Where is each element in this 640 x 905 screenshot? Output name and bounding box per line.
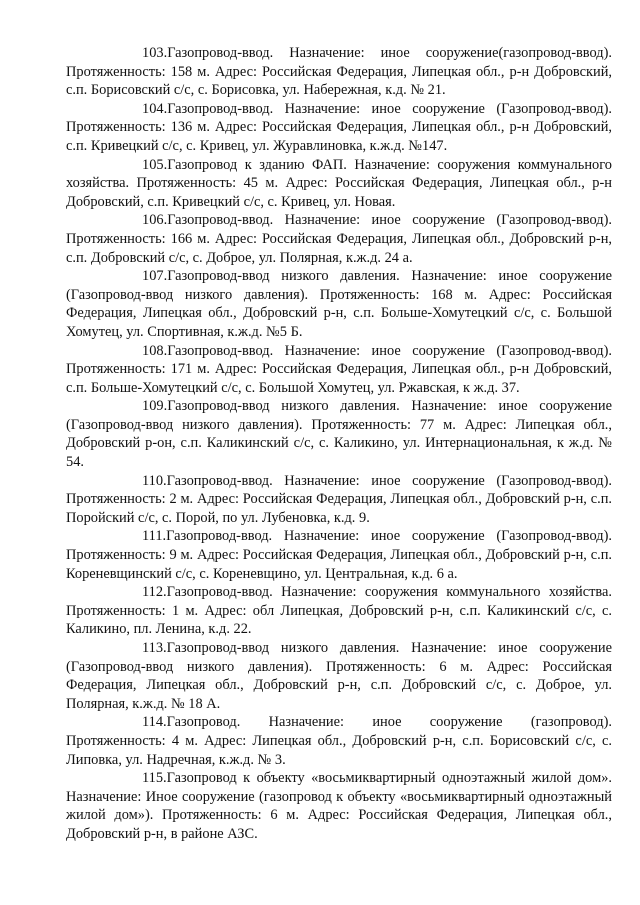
entry-number: 106. xyxy=(142,212,168,229)
entry-text: Газопровод-ввод низкого давления. Назначение: иное сооружение (Газопровод-ввод низкого давления). Протяженность: 168 м. Адрес: Российская Федерация, Липецкая обл., Добровский р-н, с.п. Больше-Хомутецкий с/с, с. Большой Хомутец, ул. Спортивная, к.ж.д. №5 Б. xyxy=(66,268,612,340)
list-item xyxy=(66,713,612,769)
entry-text: Газопровод к зданию ФАП. Назначение: сооружения коммунального хозяйства. Протяженность: 45 м. Адрес: Российская Федерация, Липецкая обл., р-н Добровский, с.п. Кривецкий с/с, с. Кривец, ул. Новая. xyxy=(66,156,612,210)
entry-text: Газопровод-ввод. Назначение: сооружения коммунального хозяйства. Протяженность: 1 м. Адрес: обл Липецкая, Добровский р-н, с.п. Каликинский с/с, с. Каликино, пл. Ленина, к.д. 22. xyxy=(66,584,612,638)
list-item xyxy=(66,156,612,212)
list-item xyxy=(66,342,612,398)
entry-number: 112. xyxy=(142,584,167,601)
entry-text: Газопровод-ввод низкого давления. Назначение: иное сооружение (Газопровод-ввод низкого давления). Протяженность: 77 м. Адрес: Липецкая обл., Добровский р-он, с.п. Каликинский с/с, с. Каликино, ул. Интернациональная, к ж.д. № 54. xyxy=(66,398,612,471)
list-item xyxy=(66,44,612,100)
entry-number: 108. xyxy=(142,342,168,359)
list-item xyxy=(66,267,612,341)
entry-number: 104. xyxy=(142,100,168,117)
entry-number: 103. xyxy=(142,45,168,61)
entry-number: 109. xyxy=(142,398,168,415)
document-body xyxy=(66,44,612,844)
entry-number: 113. xyxy=(142,640,167,656)
entry-text: Газопровод-ввод. Назначение: иное сооружение (Газопровод-ввод). Протяженность: 9 м. Адрес: Российская Федерация, Липецкая обл., Добровский р-н, с.п. Кореневщинский с/с, с. Кореневщино, ул. Центральная, к.д. 6 а. xyxy=(66,528,612,582)
entry-number: 110. xyxy=(142,472,167,489)
list-item xyxy=(66,769,612,843)
entry-number: 107. xyxy=(142,268,168,285)
entry-number: 114. xyxy=(142,714,167,731)
entry-number: 115. xyxy=(142,770,167,787)
list-item xyxy=(66,583,612,639)
entry-text: Газопровод-ввод низкого давления. Назначение: иное сооружение (Газопровод-ввод низкого давления). Протяженность: 6 м. Адрес: Российская Федерация, Липецкая обл., Добровский р-н, с.п. Добровский с/с, с. Доброе, ул. Полярная, к.ж.д. № 18 А. xyxy=(66,640,612,712)
entry-text: Газопровод-ввод. Назначение: иное сооружение (Газопровод-ввод). Протяженность: 166 м. Адрес: Российская Федерация, Липецкая обл., Добровский р-н, с.п. Добровский с/с, с. Доброе, ул. Полярная, к.ж.д. 24 а. xyxy=(66,212,612,266)
list-item xyxy=(66,211,612,267)
list-item xyxy=(66,527,612,583)
entry-number: 105. xyxy=(142,156,168,173)
list-item xyxy=(66,397,612,471)
entry-text: Газопровод-ввод. Назначение: иное сооружение (Газопровод-ввод). Протяженность: 171 м. Адрес: Российская Федерация, Липецкая обл., р-н Добровский, с.п. Больше-Хомутецкий с/с, с. Большой Хомутец, ул. Ржавская, к ж.д. 37. xyxy=(66,342,612,396)
list-item xyxy=(66,472,612,528)
entry-text: Газопровод. Назначение: иное сооружение (газопровод). Протяженность: 4 м. Адрес: Липецкая обл., Добровский р-н, с.п. Борисовский с/с, с. Липовка, ул. Надречная, к.ж.д. № 3. xyxy=(66,714,612,768)
entry-number: 111. xyxy=(142,528,167,545)
entry-text: Газопровод-ввод. Назначение: иное сооружение (Газопровод-ввод). Протяженность: 136 м. Адрес: Российская Федерация, Липецкая обл., р-н Добровский, с.п. Кривецкий с/с, с. Кривец, ул. Журавлиновка, к.ж.д. №147. xyxy=(66,100,612,154)
list-item xyxy=(66,639,612,713)
entry-text: Газопровод к объекту «восьмиквартирный одноэтажный жилой дом». Назначение: Иное сооружение (газопровод к объекту «восьмиквартирный одноэтажный жилой дом»). Протяженность: 6 м. Адрес: Российская Федерация, Липецкая обл., Добровский р-н, в районе АЗС. xyxy=(66,770,612,842)
list-item xyxy=(66,100,612,156)
entry-text: Газопровод-ввод. Назначение: иное сооружение (Газопровод-ввод). Протяженность: 2 м. Адрес: Российская Федерация, Липецкая обл., Добровский р-н, с.п. Поройский с/с, с. Порой, по ул. Лубеновка, к.д. 9. xyxy=(66,472,612,526)
entry-text: Газопровод-ввод. Назначение: иное сооружение(газопровод-ввод). Протяженность: 158 м. Адрес: Российская Федерация, Липецкая обл., р-н Добровский, с.п. Борисовский с/с, с. Борисовка, ул. Набережная, к.д. № 21. xyxy=(66,45,612,99)
